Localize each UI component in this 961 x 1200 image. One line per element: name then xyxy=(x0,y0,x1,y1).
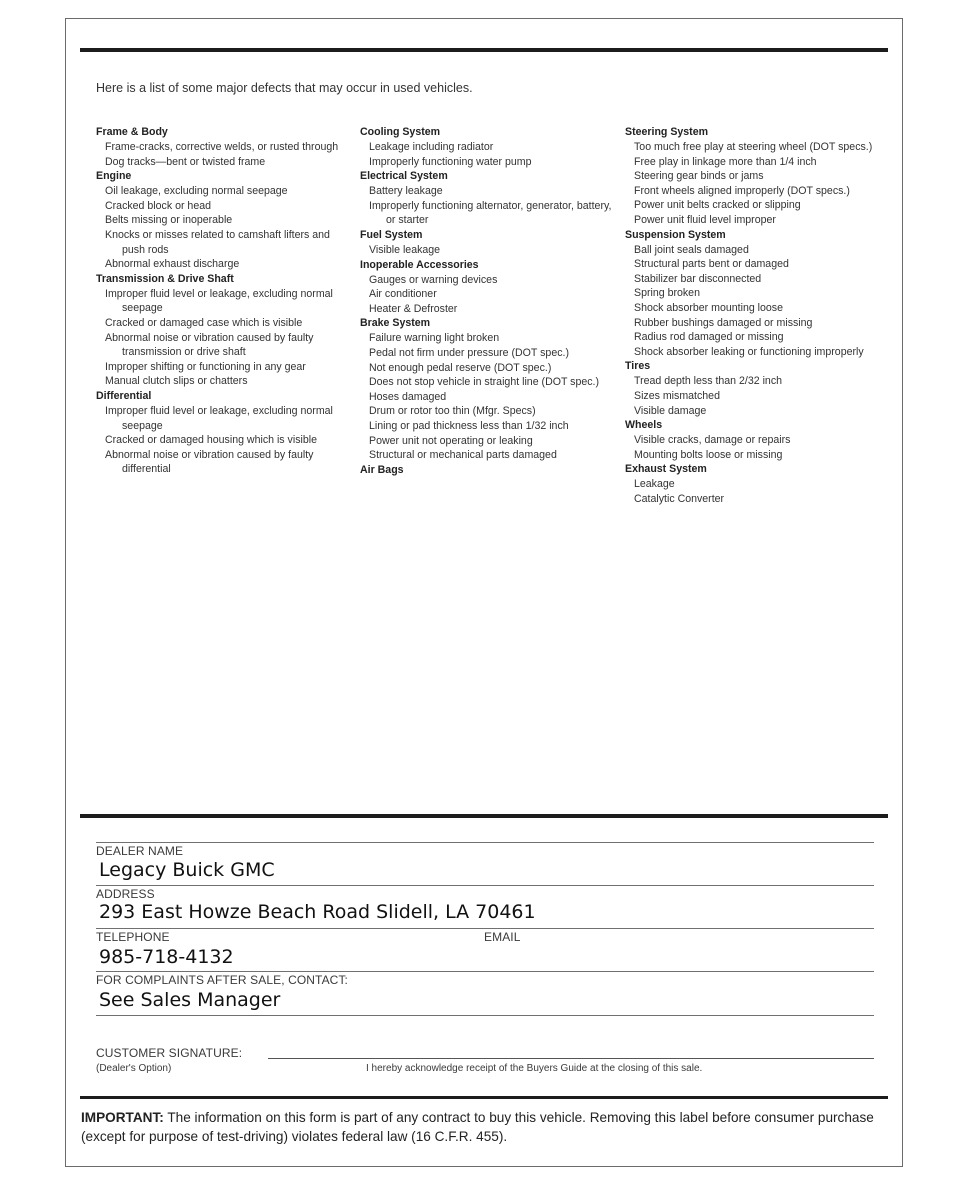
defect-section xyxy=(96,389,346,477)
defect-item: Knocks or misses related to camshaft lifters and push rods xyxy=(105,228,330,256)
defects-column-2 xyxy=(360,125,615,478)
intro-text: Here is a list of some major defects that may occur in used vehicles. xyxy=(96,81,473,95)
defect-section-title: Differential xyxy=(96,389,152,402)
defect-item: Abnormal noise or vibration caused by faulty transmission or drive shaft xyxy=(105,331,314,359)
dealer-name-top-line xyxy=(96,842,874,843)
important-lead: IMPORTANT: xyxy=(81,1110,164,1125)
defect-section xyxy=(625,462,880,506)
dealer-name-value: Legacy Buick GMC xyxy=(99,859,275,881)
defect-item: Sizes mismatched xyxy=(634,389,720,402)
defect-item: Improper fluid level or leakage, excluding normal seepage xyxy=(105,287,333,315)
top-rule xyxy=(80,48,888,52)
defect-section-title: Inoperable Accessories xyxy=(360,258,479,271)
defect-item: Visible cracks, damage or repairs xyxy=(634,434,791,447)
defect-item: Shock absorber mounting loose xyxy=(634,301,783,314)
telephone-top-line xyxy=(96,928,874,929)
defects-column-1 xyxy=(96,125,346,477)
dealer-section-rule xyxy=(80,814,888,818)
defect-item: Cracked or damaged case which is visible xyxy=(105,316,303,329)
defect-section xyxy=(360,169,615,228)
defect-item: Radius rod damaged or missing xyxy=(634,331,784,344)
defect-item: Power unit fluid level improper xyxy=(634,213,776,226)
defect-section-title: Engine xyxy=(96,170,132,183)
defect-item: Hoses damaged xyxy=(369,390,447,403)
telephone-value: 985-718-4132 xyxy=(99,946,234,968)
defect-section-title: Frame & Body xyxy=(96,126,168,138)
defect-section xyxy=(96,169,346,272)
defect-item: Not enough pedal reserve (DOT spec.) xyxy=(369,361,552,374)
defect-section-title: Cooling System xyxy=(360,126,441,138)
defect-item: Rubber bushings damaged or missing xyxy=(634,316,813,329)
complaints-label: FOR COMPLAINTS AFTER SALE, CONTACT: xyxy=(96,973,348,987)
defect-section xyxy=(360,258,615,317)
defect-item: Frame-cracks, corrective welds, or rusted through xyxy=(105,141,339,153)
acknowledgement-text: I hereby acknowledge receipt of the Buyers Guide at the closing of this sale. xyxy=(366,1063,703,1074)
customer-signature-label: CUSTOMER SIGNATURE: xyxy=(96,1046,243,1060)
defect-item: Power unit not operating or leaking xyxy=(369,434,533,447)
defect-section xyxy=(625,228,880,360)
defects-column-3 xyxy=(625,125,880,506)
defect-item: Lining or pad thickness less than 1/32 inch xyxy=(369,419,569,432)
defect-item: Improperly functioning alternator, generator, battery, or starter xyxy=(369,199,612,227)
defect-item: Cracked or damaged housing which is visible xyxy=(105,434,317,447)
defect-section xyxy=(360,463,615,478)
defect-item: Structural or mechanical parts damaged xyxy=(369,449,557,462)
defect-item: Battery leakage xyxy=(369,185,443,198)
defect-item: Spring broken xyxy=(634,287,700,300)
address-label: ADDRESS xyxy=(96,887,155,901)
defect-section-title: Electrical System xyxy=(360,170,448,183)
defect-item: Does not stop vehicle in straight line (DOT spec.) xyxy=(369,376,600,389)
defect-section xyxy=(360,228,615,258)
defect-item: Free play in linkage more than 1/4 inch xyxy=(634,155,817,168)
defect-section xyxy=(360,125,615,169)
defect-item: Mounting bolts loose or missing xyxy=(634,448,783,461)
defect-item: Stabilizer bar disconnected xyxy=(634,272,762,285)
complaints-top-line xyxy=(96,971,874,972)
defect-item: Air conditioner xyxy=(369,288,437,301)
defect-item: Steering gear binds or jams xyxy=(634,170,764,183)
defect-section-title: Tires xyxy=(625,360,651,373)
defect-section-title: Air Bags xyxy=(360,463,404,476)
dealer-name-label: DEALER NAME xyxy=(96,844,184,858)
defect-section-title: Steering System xyxy=(625,126,709,138)
defect-section xyxy=(360,316,615,462)
defect-section xyxy=(625,418,880,462)
address-value: 293 East Howze Beach Road Slidell, LA 70461 xyxy=(99,901,536,923)
defect-item: Improper fluid level or leakage, excluding normal seepage xyxy=(105,404,333,432)
address-top-line xyxy=(96,885,874,886)
defect-item: Drum or rotor too thin (Mfgr. Specs) xyxy=(369,405,536,418)
defect-section-title: Exhaust System xyxy=(625,463,707,476)
defect-section xyxy=(96,272,346,389)
defect-item: Power unit belts cracked or slipping xyxy=(634,199,801,212)
defect-item: Tread depth less than 2/32 inch xyxy=(634,375,783,388)
defect-item: Too much free play at steering wheel (DOT specs.) xyxy=(634,141,873,153)
telephone-label: TELEPHONE xyxy=(96,930,170,944)
email-label: EMAIL xyxy=(484,930,521,944)
complaints-value: See Sales Manager xyxy=(99,989,281,1011)
defect-item: Structural parts bent or damaged xyxy=(634,258,789,271)
defect-item: Abnormal noise or vibration caused by faulty differential xyxy=(105,448,314,476)
important-text: The information on this form is part of any contract to buy this vehicle. Removing this label before consumer purchase (except for purpose of test-driving) violates federal law (16 C.F.R. 455). xyxy=(81,1110,874,1144)
defect-item: Heater & Defroster xyxy=(369,302,458,315)
defect-item: Improper shifting or functioning in any gear xyxy=(105,360,306,373)
defect-item: Ball joint seals damaged xyxy=(634,243,749,256)
defect-item: Front wheels aligned improperly (DOT specs.) xyxy=(634,184,850,197)
defect-section xyxy=(625,125,880,228)
defect-item: Pedal not firm under pressure (DOT spec.) xyxy=(369,346,569,359)
defect-item: Manual clutch slips or chatters xyxy=(105,375,248,388)
defect-item: Leakage including radiator xyxy=(369,141,494,153)
defect-item: Belts missing or inoperable xyxy=(105,214,233,227)
customer-signature-line xyxy=(268,1058,874,1059)
defect-section-title: Fuel System xyxy=(360,228,423,241)
important-rule xyxy=(80,1096,888,1099)
defect-item: Shock absorber leaking or functioning improperly xyxy=(634,345,864,358)
defect-item: Abnormal exhaust discharge xyxy=(105,258,240,271)
defect-item: Cracked block or head xyxy=(105,199,211,212)
defect-item: Gauges or warning devices xyxy=(369,273,498,286)
defect-item: Oil leakage, excluding normal seepage xyxy=(105,185,288,198)
complaints-bottom-line xyxy=(96,1015,874,1016)
defect-item: Leakage xyxy=(634,478,675,491)
defect-section-title: Brake System xyxy=(360,317,431,330)
important-notice xyxy=(81,1108,881,1146)
defect-section-title: Transmission & Drive Shaft xyxy=(96,272,234,285)
defect-item: Dog tracks—bent or twisted frame xyxy=(105,155,266,168)
defect-section-title: Suspension System xyxy=(625,228,726,241)
defect-item: Visible leakage xyxy=(369,243,441,256)
defect-item: Catalytic Converter xyxy=(634,492,725,505)
dealers-option-note: (Dealer's Option) xyxy=(96,1063,172,1074)
defect-item: Improperly functioning water pump xyxy=(369,155,532,168)
defect-item: Visible damage xyxy=(634,404,707,417)
defect-item: Failure warning light broken xyxy=(369,332,500,345)
defect-section-title: Wheels xyxy=(625,419,663,432)
defect-section xyxy=(625,359,880,418)
defect-section xyxy=(96,125,346,169)
